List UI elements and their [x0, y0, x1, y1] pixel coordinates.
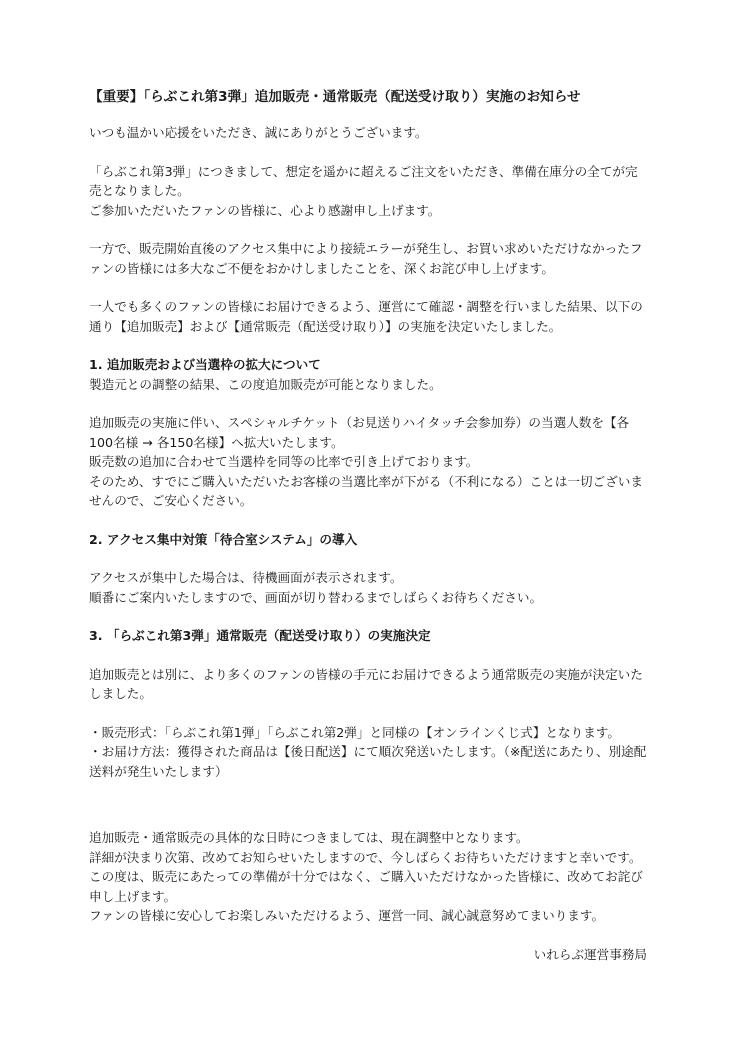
greeting-text: いつも温かい応援をいただき、誠にありがとうございます。	[89, 125, 428, 140]
document-title: 【重要】「らぶこれ第3弾」追加販売・通常販売（配送受け取り）実施のお知らせ	[89, 89, 581, 105]
intro-3-text: 一人でも多くのファンの皆様にお届けできるよう、運営にて確認・調整を行いました結果、以下の通り【追加販売】および【通常販売（配送受け取り）】の実施を決定いたしました。	[89, 299, 643, 334]
section-2	[89, 530, 647, 608]
intro-paragraph-3	[89, 297, 647, 336]
section-3	[89, 626, 647, 781]
section-1-line-2: 追加販売の実施に伴い、スペシャルチケット（お見送りハイタッチ会参加券）の当選人数を【各100名様 → 各150名様】へ拡大いたします。	[89, 415, 630, 450]
section-2-heading: 2. アクセス集中対策「待合室システム」の導入	[89, 531, 358, 547]
section-2-line-1: アクセスが集中した場合は、待機画面が表示されます。	[89, 570, 403, 585]
section-2-line-2: 順番にご案内いたしますので、画面が切り替わるまでしばらくお待ちください。	[89, 589, 543, 605]
section-1-line-4: そのため、すでにご購入いただいたお客様の当選比率が下がる（不利になる）ことは一切ございませんので、ご安心ください。	[89, 473, 643, 508]
section-3-bullet-2: ・お届け方法：獲得された商品は【後日配送】にて順次発送いたします。（※配送にあたり、別途配送料が発生いたします）	[89, 744, 647, 779]
section-1-paragraph-2	[89, 413, 647, 511]
section-3-paragraph-1	[89, 665, 647, 704]
section-1	[89, 355, 647, 511]
closing-line-1: 追加販売・通常販売の具体的な日時につきましては、現在調整中となります。	[89, 830, 529, 845]
signature: いれらぶ運営事務局	[533, 946, 647, 962]
announcement-document	[89, 86, 647, 964]
section-1-line-3: 販売数の追加に合わせて当選枠を同等の比率で引き上げております。	[89, 454, 479, 469]
intro-paragraph-1	[89, 162, 647, 221]
section-2-paragraph	[89, 568, 647, 607]
intro-2-text: 一方で、販売開始直後のアクセス集中により接続エラーが発生し、お買い求めいただけなかったファンの皆様には多大なご不便をおかけしましたことを、深くお詫び申し上げます。	[89, 241, 643, 276]
section-1-paragraph-1	[89, 375, 647, 395]
section-3-heading: 3. 「らぶこれ第3弾」通常販売（配送受け取り）の実施決定	[89, 628, 431, 643]
section-1-heading: 1. 追加販売および当選枠の拡大について	[89, 357, 321, 372]
spacer	[89, 800, 647, 828]
greeting-paragraph	[89, 123, 647, 143]
section-3-line-1: 追加販売とは別に、より多くのファンの皆様の手元にお届けできるよう通常販売の実施が決定いたしました。	[89, 666, 643, 701]
intro-paragraph-2	[89, 239, 647, 278]
closing-paragraph	[89, 828, 647, 926]
intro-1-line-2: ご参加いただいたファンの皆様に、心より感謝申し上げます。	[89, 202, 441, 218]
closing-line-2: 詳細が決まり次第、改めてお知らせいたしますので、今しばらくお待ちいただけますと幸いです。	[89, 849, 642, 865]
section-3-bullet-1: ・販売形式：「らぶこれ第1弾」「らぶこれ第2弾」と同様の【オンラインくじ式】となります。	[89, 724, 620, 740]
closing-line-3: この度は、販売にあたっての準備が十分ではなく、ご購入いただけなかった皆様に、改めてお詫び申し上げます。	[89, 869, 643, 904]
section-3-bullets	[89, 723, 647, 782]
intro-1-line-1: 「らぶこれ第3弾」につきまして、想定を遥かに超えるご注文をいただき、準備在庫分の全てが完売となりました。	[89, 163, 638, 198]
closing-line-4: ファンの皆様に安心してお楽しみいただけるよう、運営一同、誠心誠意努めてまいります。	[89, 908, 605, 923]
section-1-line-1: 製造元との調整の結果、この度追加販売が可能となりました。	[89, 376, 442, 392]
